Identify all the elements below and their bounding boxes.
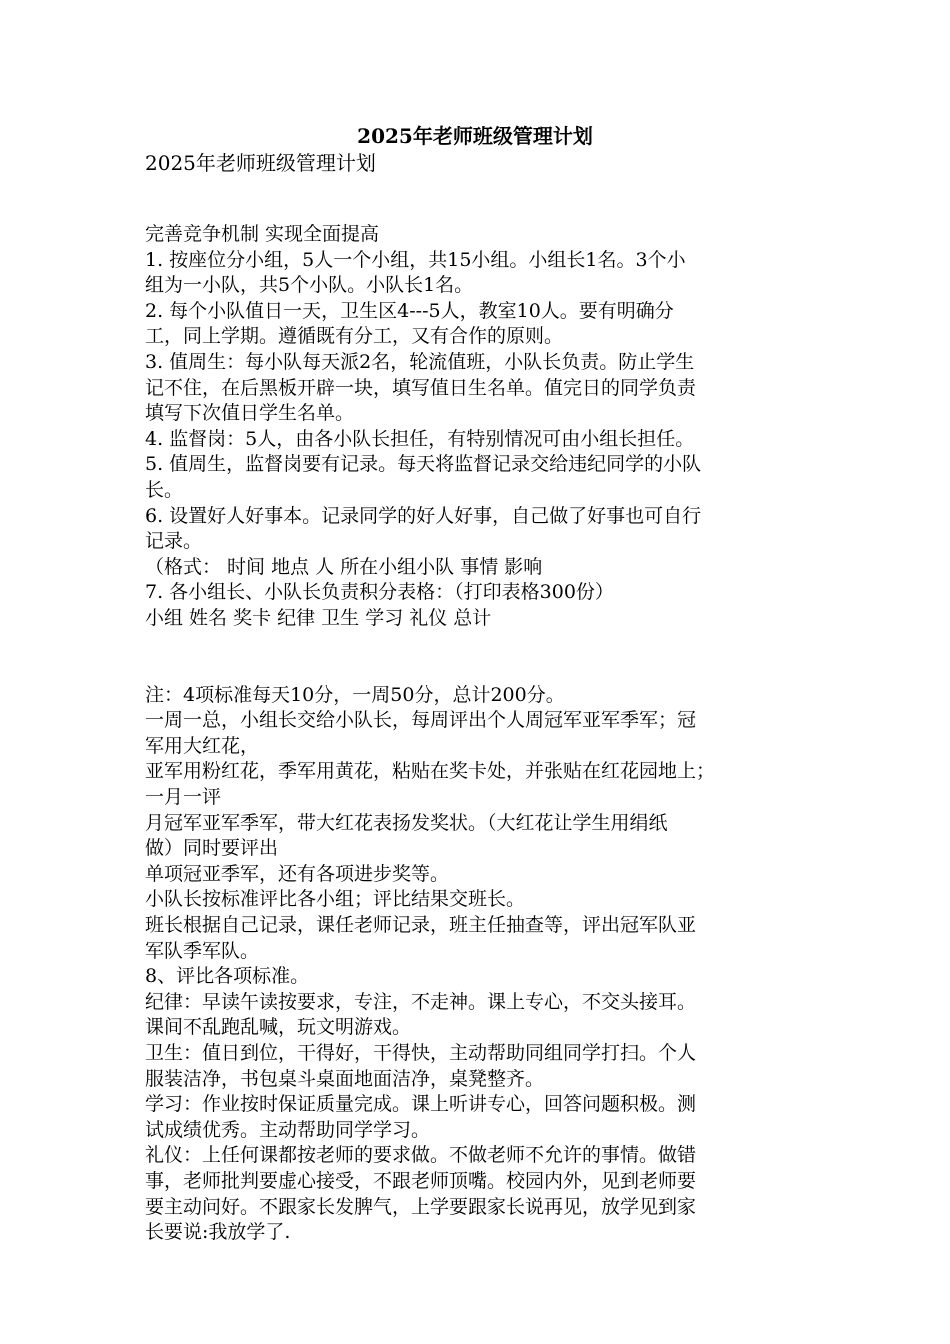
body-line: （格式： 时间 地点 人 所在小组小队 事情 影响 — [145, 555, 543, 578]
body-line — [145, 657, 805, 683]
body-line: 做）同时要评出 — [145, 837, 279, 860]
body-line: 军队季军队。 — [145, 939, 260, 962]
body-line: 记不住，在后黑板开辟一块，填写值日生名单。值完日的同学负责 — [145, 376, 697, 399]
body-line: 学习：作业按时保证质量完成。课上听讲专心，回答问题积极。测 — [145, 1093, 697, 1116]
body-line: 月冠军亚军季军，带大红花表扬发奖状。（大红花让学生用绢纸 — [145, 811, 668, 834]
body-line: 2. 每个小队值日一天，卫生区4---5人，教室10人。要有明确分 — [145, 299, 674, 322]
body-line: 3. 值周生：每小队每天派2名，轮流值班，小队长负责。防止学生 — [145, 350, 695, 373]
body-line: 卫生：值日到位，干得好，干得快，主动帮助同组同学打扫。个人 — [145, 1042, 697, 1064]
body-line: 一周一总，小组长交给小队长，每周评出个人周冠军亚军季军；冠 — [145, 709, 697, 732]
body-line: 纪律：早读午读按要求，专注，不走神。课上专心，不交头接耳。 — [145, 990, 697, 1013]
body-line: 班长根据自己记录，课任老师记录，班主任抽查等，评出冠军队亚 — [145, 914, 697, 937]
body-line: 长要说:我放学了. — [145, 1221, 291, 1244]
document-title: 2025年老师班级管理计划 — [357, 124, 593, 148]
body-line — [145, 632, 805, 658]
body-line: 亚军用粉红花，季军用黄花，粘贴在奖卡处，并张贴在红花园地上； — [145, 760, 716, 783]
body-line: 要主动问好。不跟家长发脾气，上学要跟家长说再见，放学见到家 — [145, 1195, 697, 1218]
body-line: 填写下次值日学生名单。 — [145, 402, 355, 425]
body-line: 完善竞争机制 实现全面提高 — [145, 223, 380, 245]
body-line: 组为一小队，共5个小队。小队长1名。 — [145, 274, 474, 297]
body-line: 注：4项标准每天10分，一周50分，总计200分。 — [145, 683, 565, 706]
body-line: 长。 — [145, 478, 184, 501]
body-line: 5. 值周生，监督岗要有记录。每天将监督记录交给违纪同学的小队 — [145, 453, 702, 476]
body-line: 单项冠亚季军，还有各项进步奖等。 — [145, 862, 450, 885]
body-line: 礼仪：上任何课都按老师的要求做。不做老师不允许的事情。做错 — [145, 1144, 697, 1167]
body-line: 1. 按座位分小组，5人一个小组，共15小组。小组长1名。3个小 — [145, 248, 686, 271]
body-line: 工，同上学期。遵循既有分工，又有合作的原则。 — [145, 325, 564, 348]
body-line: 小组 姓名 奖卡 纪律 卫生 学习 礼仪 总计 — [145, 606, 492, 629]
body-line: 8、评比各项标准。 — [145, 965, 310, 988]
body-line: 记录。 — [145, 530, 203, 553]
body-line: 事，老师批判要虚心接受，不跟老师顶嘴。校园内外，见到老师要 — [145, 1169, 697, 1192]
body-line: 小队长按标准评比各小组；评比结果交班长。 — [145, 888, 526, 911]
body-line: 4. 监督岗：5人，由各小队长担任，有特别情况可由小组长担任。 — [145, 427, 695, 450]
body-line: 6. 设置好人好事本。记录同学的好人好事，自己做了好事也可自行 — [145, 504, 702, 527]
document-body — [145, 222, 805, 1246]
body-line: 一月一评 — [145, 786, 222, 809]
body-line: 服装洁净，书包桌斗桌面地面洁净，桌凳整齐。 — [145, 1067, 545, 1090]
body-line: 试成绩优秀。主动帮助同学学习。 — [145, 1118, 431, 1141]
body-line: 课间不乱跑乱喊，玩文明游戏。 — [145, 1016, 412, 1039]
body-line: 7. 各小组长、小队长负责积分表格：（打印表格300份） — [145, 581, 614, 604]
document-subtitle: 2025年老师班级管理计划 — [145, 151, 376, 175]
body-line: 军用大红花， — [145, 734, 260, 757]
